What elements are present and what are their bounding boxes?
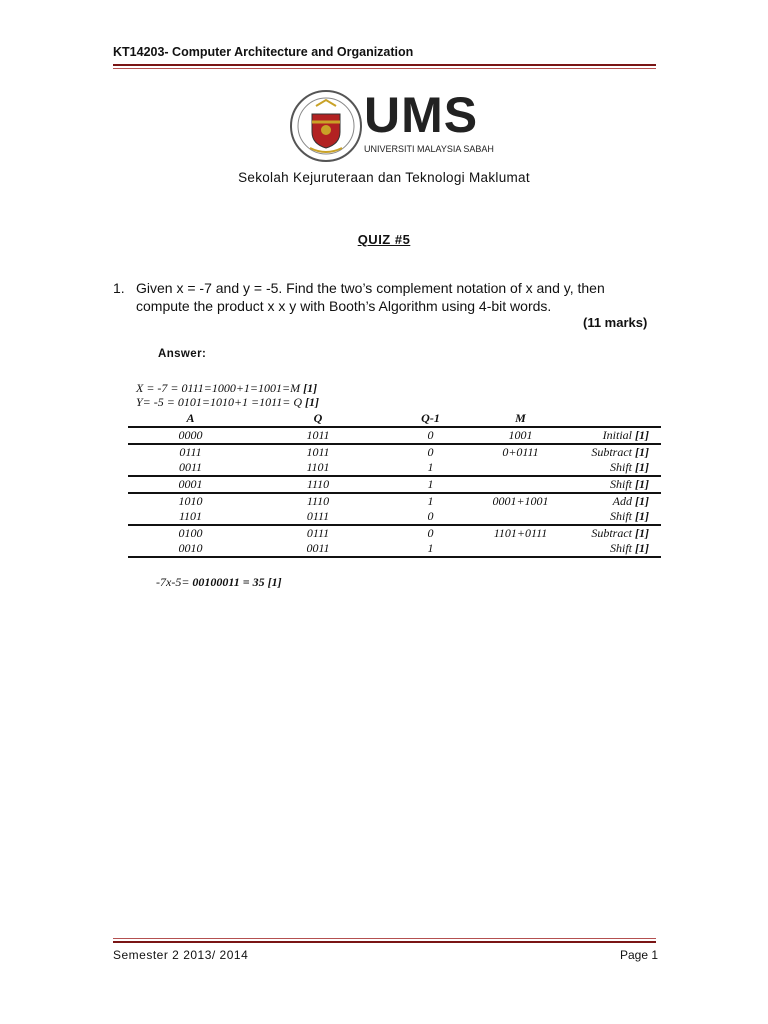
cell-q-1: 1 xyxy=(427,460,434,474)
cell-q-1: 0 xyxy=(427,445,434,459)
course-title: KT14203- Computer Architecture and Organization xyxy=(113,45,414,59)
cell-m: 1001 xyxy=(508,428,533,442)
step-mark: [1] xyxy=(635,428,649,442)
question-marks: (11 marks) xyxy=(583,315,648,330)
logo-wordmark: UMS xyxy=(364,87,479,143)
step-text: Initial xyxy=(602,428,635,442)
cell-step xyxy=(563,525,661,541)
cell-a: 1101 xyxy=(178,509,203,523)
ums-logo xyxy=(288,87,494,164)
final-result xyxy=(156,575,282,590)
cell-q-1: 0 xyxy=(427,509,434,523)
step-mark: [1] xyxy=(635,541,649,555)
header-m: M xyxy=(478,411,563,427)
cell-a: 0001 xyxy=(178,477,203,491)
header-q-1: Q-1 xyxy=(383,411,478,427)
quiz-title xyxy=(0,232,768,247)
x-conversion-mark: [1] xyxy=(303,381,318,395)
step-text: Shift xyxy=(609,541,635,555)
cell-q: 1101 xyxy=(306,460,330,474)
cell-m xyxy=(478,476,563,493)
cell-a: 0100 xyxy=(178,526,203,540)
step-mark: [1] xyxy=(635,509,649,523)
cell-m: 1101+0111 xyxy=(493,526,548,540)
table-row xyxy=(128,476,661,493)
step-mark: [1] xyxy=(635,494,649,508)
table-group xyxy=(128,427,661,444)
step-text: Shift xyxy=(609,477,635,491)
x-conversion-line xyxy=(136,381,317,396)
step-mark: [1] xyxy=(635,460,649,474)
page-number: Page 1 xyxy=(620,948,659,962)
semester-label: Semester 2 2013/ 2014 xyxy=(113,948,249,962)
booth-table xyxy=(128,411,661,558)
table-row xyxy=(128,444,661,460)
cell-q-1: 1 xyxy=(427,477,434,491)
step-text: Shift xyxy=(609,509,635,523)
logo-subtitle: UNIVERSITI MALAYSIA SABAH xyxy=(364,144,494,154)
cell-m: 0+0111 xyxy=(502,445,539,459)
table-group xyxy=(128,493,661,525)
cell-m xyxy=(478,509,563,525)
step-text: Add xyxy=(612,494,635,508)
cell-a: 0011 xyxy=(178,460,203,474)
table-row xyxy=(128,460,661,476)
table-header-row xyxy=(128,411,661,427)
cell-q-1: 1 xyxy=(427,494,434,508)
cell-step xyxy=(563,444,661,460)
header-rule-thin xyxy=(113,68,656,69)
cell-a: 0000 xyxy=(178,428,203,442)
header-step xyxy=(563,411,661,427)
header-rule xyxy=(113,64,656,66)
quiz-title-text: QUIZ #5 xyxy=(357,232,411,247)
cell-step xyxy=(563,427,661,444)
question-number: 1. xyxy=(113,280,125,296)
cell-q-1: 0 xyxy=(427,428,434,442)
table-row xyxy=(128,493,661,509)
table-row xyxy=(128,525,661,541)
result-value: 00100011 = 35 [1] xyxy=(192,575,282,589)
cell-step xyxy=(563,541,661,557)
step-text: Shift xyxy=(609,460,635,474)
school-name: Sekolah Kejuruteraan dan Teknologi Maklumat xyxy=(238,170,530,185)
cell-q: 1011 xyxy=(306,445,330,459)
cell-m: 0001+1001 xyxy=(492,494,549,508)
result-prefix: -7x-5= xyxy=(156,575,193,589)
cell-q: 1110 xyxy=(306,477,330,491)
header-a: A xyxy=(128,411,253,427)
y-conversion-mark: [1] xyxy=(305,395,320,409)
cell-step xyxy=(563,509,661,525)
step-mark: [1] xyxy=(635,477,649,491)
cell-a: 0111 xyxy=(179,445,202,459)
table-group xyxy=(128,525,661,557)
cell-step xyxy=(563,476,661,493)
step-mark: [1] xyxy=(635,526,649,540)
cell-q: 0111 xyxy=(306,526,330,540)
cell-q: 0111 xyxy=(306,509,330,523)
cell-q-1: 0 xyxy=(427,526,434,540)
step-mark: [1] xyxy=(635,445,649,459)
y-conversion-text: Y= -5 = 0101=1010+1 =1011= Q xyxy=(136,395,306,409)
footer-rule xyxy=(113,941,656,943)
cell-step xyxy=(563,460,661,476)
question-line-1: Given x = -7 and y = -5. Find the two’s complement notation of x and y, then xyxy=(136,280,605,296)
step-text: Subtract xyxy=(591,526,635,540)
cell-q-1: 1 xyxy=(427,541,434,555)
header-q: Q xyxy=(253,411,383,427)
answer-label: Answer: xyxy=(158,348,207,360)
question-line-2: compute the product x x y with Booth’s Algorithm using 4-bit words. xyxy=(136,298,552,314)
y-conversion-line xyxy=(136,395,319,410)
cell-q: 0011 xyxy=(306,541,330,555)
step-text: Subtract xyxy=(591,445,635,459)
table-row xyxy=(128,541,661,557)
cell-m xyxy=(478,541,563,557)
table-row xyxy=(128,427,661,444)
cell-a: 1010 xyxy=(178,494,203,508)
cell-a: 0010 xyxy=(178,541,203,555)
cell-q: 1110 xyxy=(306,494,330,508)
table-group xyxy=(128,476,661,493)
cell-m xyxy=(478,460,563,476)
cell-step xyxy=(563,493,661,509)
cell-q: 1011 xyxy=(306,428,330,442)
table-row xyxy=(128,509,661,525)
x-conversion-text: X = -7 = 0111=1000+1=1001=M xyxy=(136,381,304,395)
footer-rule-thin xyxy=(113,938,656,939)
table-group xyxy=(128,444,661,476)
